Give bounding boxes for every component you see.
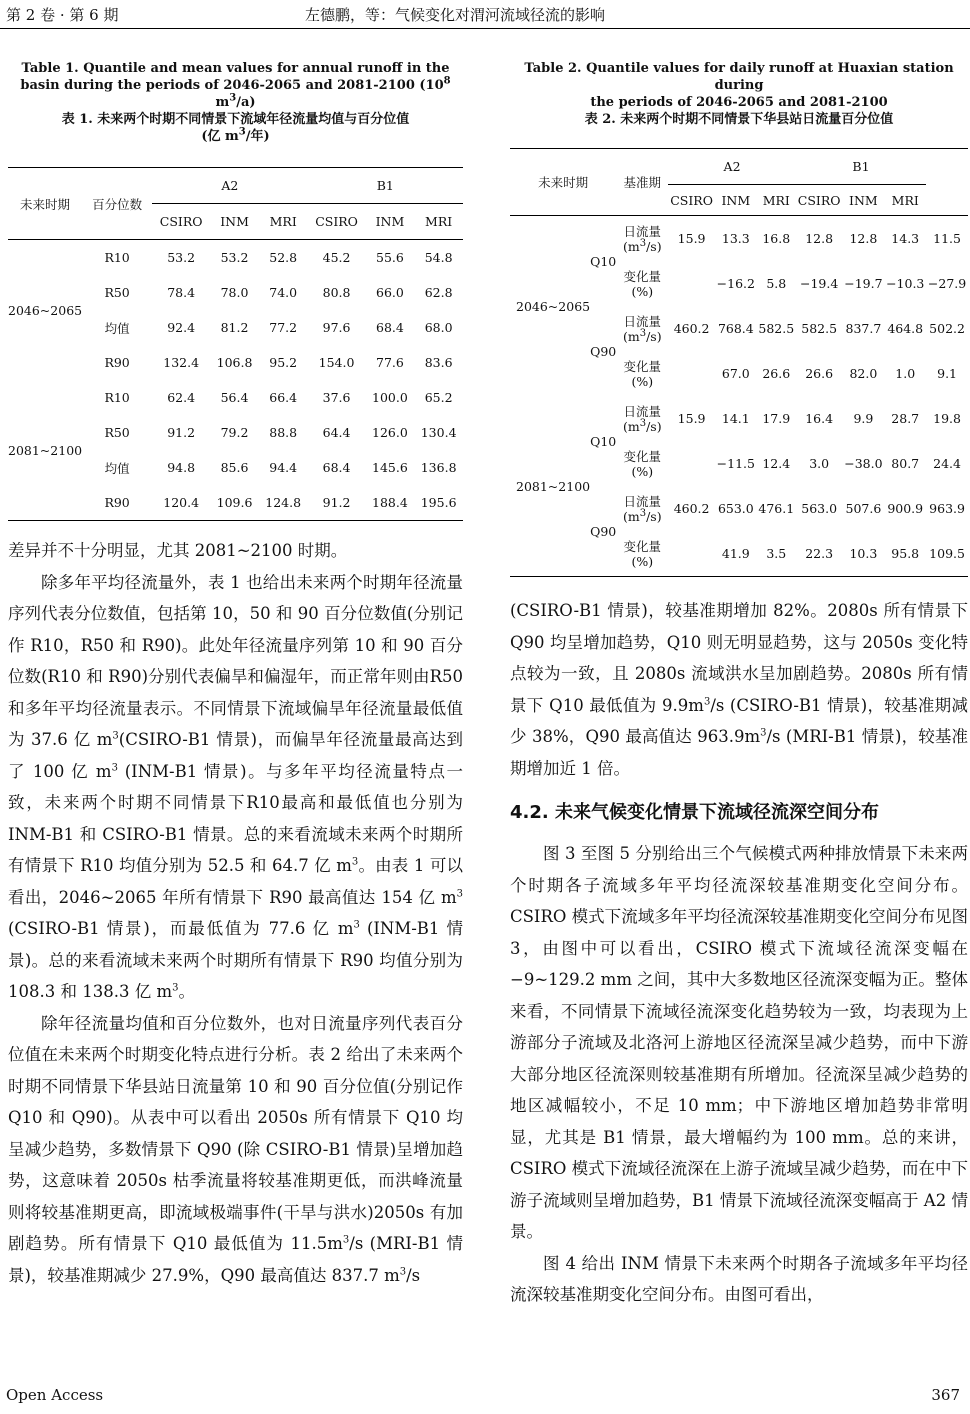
- table2-base-empty: [668, 261, 715, 306]
- table1-cell: 85.6: [220, 460, 249, 475]
- text-run: (CSIRO-B1 情景)，而偏旱年径流量最高达到了 100 亿 m: [8, 730, 463, 781]
- table2-base-cell: 460.2: [673, 501, 710, 516]
- table-row: [8, 240, 463, 276]
- left-body-text: [8, 535, 463, 1291]
- table1-cell: 132.4: [163, 355, 200, 370]
- right-column: [510, 60, 968, 1311]
- table1-body: [8, 240, 463, 521]
- caption-sup: 8: [443, 75, 451, 87]
- table1-row-label: R10: [104, 390, 130, 405]
- table1-cell: 136.8: [420, 460, 457, 475]
- table2-base-cell: 15.9: [677, 231, 706, 246]
- text-run: (INM-B1 情景)。总的来看流域未来两个时期所有情景下 R90 均值分别为 108.3 和 138.3 亿 m: [8, 919, 464, 1001]
- table2: [510, 148, 968, 577]
- table2-cell: 12.4: [762, 456, 791, 471]
- table2-cell: 768.4: [717, 321, 754, 336]
- table2-cell: 582.5: [758, 321, 795, 336]
- caption-unit-end: /年): [245, 129, 270, 144]
- table1-cell: 77.6: [376, 355, 404, 370]
- table1-cell: 124.8: [265, 495, 302, 510]
- flow-label-unit: (m: [622, 238, 640, 254]
- table2-model-header: INM: [849, 192, 878, 208]
- table2-cell: 582.5: [801, 321, 838, 336]
- caption-unit-end: /a): [236, 95, 256, 110]
- table2-flow-label: [616, 306, 668, 351]
- table2-cell: 67.0: [721, 366, 750, 381]
- change-label-unit: (%): [631, 373, 654, 389]
- flow-label-unit: (m: [622, 328, 640, 344]
- table1-head-b1: B1: [308, 168, 463, 204]
- table1-cell: 94.8: [167, 460, 196, 475]
- table-row: [510, 396, 968, 441]
- table2-cell: 82.0: [849, 366, 878, 381]
- table2-model-header: CSIRO: [797, 192, 841, 208]
- table2-cell: 26.6: [805, 366, 834, 381]
- table2-cell: −11.5: [716, 456, 755, 471]
- table2-cell: 12.8: [849, 231, 878, 246]
- table2-model-header: MRI: [891, 192, 919, 208]
- table2-cell: 95.8: [891, 546, 920, 561]
- table2-cell: −16.2: [716, 276, 755, 291]
- flow-label-text: 日流量: [623, 493, 662, 509]
- table2-model-header: MRI: [762, 192, 790, 208]
- table1-cell: 78.0: [220, 285, 249, 300]
- paragraph: 图 4 给出 INM 情景下未来两个时期各子流域多年平均径流深较基准期变化空间分布。由图可看出，: [510, 1253, 968, 1304]
- text-run: 除多年平均径流量外，表 1 也给出未来两个时期年径流量序列代表分位数值，包括第 10，50 和 90 百分位数值(分别记作 R10，R50 和 R90)。此处年径流量序列第 10 和 90 百分位数(R10 和 R90)分别代表偏旱和偏湿年，而正常年则由R50和多年平均径流量表示。不同情景下流域偏旱年径流量最低值为 37.6 亿 m: [8, 572, 463, 749]
- table2-cell: 22.3: [805, 546, 834, 561]
- table1-model-header: MRI: [269, 214, 297, 229]
- table2-cell: −27.9: [927, 276, 967, 291]
- flow-label-end: /s): [646, 238, 662, 254]
- superscript: 3: [351, 856, 359, 868]
- table1-cell: 79.2: [220, 425, 249, 440]
- table1-row-label: R90: [104, 495, 130, 510]
- table2-body: [510, 216, 968, 577]
- table2-cell: −19.4: [800, 276, 839, 291]
- superscript: 3: [111, 762, 118, 773]
- change-label-unit: (%): [631, 283, 654, 299]
- table1-cell: 52.8: [269, 250, 298, 265]
- table1-cell: 66.4: [269, 390, 298, 405]
- table1-cell: 64.4: [322, 425, 351, 440]
- table1-period-cell: 2046~2065: [8, 302, 83, 318]
- caption-sup: 3: [238, 126, 246, 138]
- table1-cell: 126.0: [372, 425, 408, 440]
- caption-unit: (亿 m: [201, 129, 239, 144]
- table1-cell: 92.4: [167, 320, 196, 335]
- flow-label-unit: (m: [622, 418, 640, 434]
- table1-cell: 74.0: [269, 285, 298, 300]
- table2-cell: 16.4: [805, 411, 834, 426]
- table1-cell: 195.6: [420, 495, 457, 510]
- page-number: 367: [931, 1386, 960, 1404]
- text-run: 。: [178, 982, 195, 1001]
- text-run: /s (MRI-B1 情景)，较基准期减少 27.9%，Q90 最高值达 837.7 m: [8, 1234, 463, 1285]
- table2-cell: 9.1: [937, 366, 958, 381]
- table2-base-cell: 460.2: [673, 321, 710, 336]
- table2-cell: 507.6: [845, 501, 882, 516]
- table2-period-cell: 2046~2065: [516, 298, 591, 314]
- text-run: (CSIRO-B1 情景)，而最低值为 77.6 亿 m: [8, 919, 354, 938]
- table2-change-label: [616, 531, 668, 577]
- table1-cell: 37.6: [322, 390, 351, 405]
- table1-cell: 77.2: [269, 320, 298, 335]
- flow-label-text: 日流量: [623, 223, 662, 239]
- change-label-unit: (%): [631, 463, 654, 479]
- table1-model-header: CSIRO: [159, 214, 203, 229]
- change-label-text: 变化量: [623, 538, 662, 554]
- paragraph: 图 3 至图 5 分别给出三个气候模式两种排放情景下未来两个时期各子流域多年平均径流深较基准期变化空间分布。CSIRO 模式下流域多年平均径流深较基准期变化空间分布见图 3，由图中可以看出，CSIRO 模式下流域径流深变幅在−9~129.2 mm 之间，其中大多数地区径流深变幅为正。整体来看，不同情景下流域径流深变化趋势较为一致，均表现为上游部分子流域及北洛河上游地区径流深呈减少趋势，而中下游大部分地区径流深则较基准期有所增加。径流深呈减少趋势的地区减幅较小，不足 10 mm；中下游地区增加趋势非常明显，尤其是 B1 情景，最大增幅约为 100 mm。总的来讲，CSIRO 模式下流域径流深在上游子流域呈减少趋势，而在中下游子流域则呈增加趋势，B1 情景下流域径流深变幅高于 A2 情景。: [510, 844, 968, 1241]
- table2-cell: 653.0: [717, 501, 754, 516]
- table1-cell: 106.8: [216, 355, 253, 370]
- flow-label-text: 日流量: [623, 313, 662, 329]
- table2-cell: 3.5: [766, 546, 787, 561]
- table1-cell: 62.8: [424, 285, 453, 300]
- paragraph: [8, 1008, 463, 1292]
- table2-model-header: CSIRO: [670, 192, 713, 208]
- table1-model-header: CSIRO: [315, 214, 358, 229]
- table1-cell: 68.4: [376, 320, 404, 335]
- table1-cell: 154.0: [318, 355, 355, 370]
- flow-label-end: /s): [646, 328, 662, 344]
- table2-caption-cn: 表 2. 未来两个时期不同情景下华县站日流量百分位值: [584, 112, 894, 127]
- table2-cell: 11.5: [933, 231, 961, 246]
- text-run: (INM-B1 情景)。与多年平均径流量特点一致，未来两个时期不同情景下R10最高和最低值也分别为 INM-B1 和 CSIRO-B1 情景。总的来看流域未来两个时期所有情景下 R10 均值分别为 52.5 和 64.7 亿 m: [8, 761, 463, 875]
- table1-cell: 109.6: [216, 495, 253, 510]
- table1-cell: 55.6: [376, 250, 404, 265]
- table2-cell: 12.8: [805, 231, 834, 246]
- table2-cell: 26.6: [762, 366, 791, 381]
- table2-cell: 24.4: [933, 456, 961, 471]
- table2-flow-label: [616, 396, 668, 441]
- table2-cell: 16.8: [762, 231, 791, 246]
- table1-cell: 56.4: [220, 390, 249, 405]
- change-label-text: 变化量: [623, 268, 662, 284]
- table2-head-base: 基准期: [623, 174, 662, 190]
- text-run: /s (MRI-B1 情景)，较基准期增加近 1 倍。: [510, 727, 968, 778]
- table-row: [8, 380, 463, 415]
- table2-cell: 41.9: [721, 546, 750, 561]
- change-label-unit: (%): [631, 553, 654, 569]
- table1-cell: 68.4: [322, 460, 351, 475]
- table2-model-header: INM: [721, 192, 751, 208]
- table2-cell: 13.3: [721, 231, 750, 246]
- text-run: 。由表 1 可以看出，2046~2065 年所有情景下 R90 最高值达 154 亿 m: [8, 856, 463, 907]
- text-run: (CSIRO-B1 情景)，较基准期增加 82%。2080s 所有情景下 Q90 均呈增加趋势，Q10 则无明显趋势，这与 2050s 变化特点较为一致，且 2080s 流域洪水呈加剧趋势。2080s 所有情景下 Q10 最低值为 9.9m: [510, 601, 968, 715]
- table2-base-empty: [668, 441, 715, 486]
- table1-cell: 66.0: [376, 285, 404, 300]
- superscript: 3: [703, 696, 711, 707]
- table2-caption-en: Table 2. Quantile values for daily runoff at Huaxian station during: [524, 61, 954, 93]
- table2-change-label: [616, 441, 668, 486]
- table2-period-cell: 2081~2100: [516, 478, 591, 494]
- table1-cell: 100.0: [372, 390, 408, 405]
- flow-label-end: /s): [646, 418, 662, 434]
- table1-cell: 91.2: [322, 495, 351, 510]
- superscript: 3: [342, 1234, 350, 1246]
- table1-cell: 81.2: [220, 320, 249, 335]
- table2-cell: 80.7: [891, 456, 920, 471]
- table1-cell: 53.2: [220, 250, 249, 265]
- table1-cell: 80.8: [322, 285, 351, 300]
- table2-base-empty: [668, 531, 715, 577]
- table1-period-cell: 2081~2100: [8, 442, 83, 458]
- table1-cell: 188.4: [372, 495, 408, 510]
- table2-cell: 17.9: [762, 411, 791, 426]
- flow-label-sup: 3: [639, 327, 647, 339]
- table2-cell: 900.9: [887, 501, 924, 516]
- table1-cell: 68.0: [424, 320, 453, 335]
- caption-sup: 3: [229, 92, 237, 104]
- right-body-text: [510, 595, 968, 1311]
- table-row: [510, 216, 968, 262]
- table1-row-label: R50: [104, 285, 130, 300]
- flow-label-sup: 3: [639, 417, 647, 429]
- table2-cell: 464.8: [887, 321, 924, 336]
- table1-head-period: 未来时期: [20, 196, 71, 212]
- table2-cell: 28.7: [891, 411, 920, 426]
- table1-caption: [8, 60, 463, 145]
- section-heading: 4.2. 未来气候变化情景下流域径流深空间分布: [510, 802, 879, 823]
- table1-model-header: INM: [220, 214, 249, 229]
- table2-cell: 19.8: [933, 411, 961, 426]
- table2-head-period: 未来时期: [538, 174, 589, 190]
- table1-cell: 120.4: [163, 495, 200, 510]
- table1-caption-cn: 表 1. 未来两个时期不同情景下流域年径流量均值与百分位值: [61, 112, 410, 127]
- table1-caption-en: Table 1. Quantile and mean values for annual runoff in the basin during the periods of 2046-2065 and 2081-2100 (10: [20, 61, 450, 93]
- flow-label-end: /s): [646, 508, 662, 524]
- left-column: [8, 60, 463, 1291]
- table2-cell: 963.9: [929, 501, 965, 516]
- table2-caption-en: the periods of 2046-2065 and 2081-2100: [590, 95, 888, 110]
- table2-cell: 476.1: [758, 501, 795, 516]
- table1-head-a2: A2: [152, 168, 307, 204]
- superscript: 3: [172, 982, 179, 994]
- table1: [8, 167, 463, 521]
- table1-cell: 53.2: [167, 250, 196, 265]
- table1-row-label: 均值: [104, 460, 130, 476]
- text-run: 除年径流量均值和百分位数外，也对日流量序列代表百分位值在未来两个时期变化特点进行分析。表 2 给出了未来两个时期不同情景下华县站日流量第 10 和 90 百分位值(分别记作 Q10 和 Q90)。从表中可以看出 2050s 所有情景下 Q10 均呈减少趋势，多数情景下 Q90 (除 CSIRO-B1 情景)呈增加趋势，这意味着 2050s 枯季流量将较基准期更低，而洪峰流量则将较基准期更高，即流域极端事件(干旱与洪水)2050s 有加剧趋势。所有情景下 Q10 最低值为 11.5m: [8, 1013, 463, 1253]
- table2-head-b1: B1: [796, 149, 926, 185]
- table2-quantile-cell: Q10: [590, 433, 617, 449]
- superscript: 3: [112, 730, 119, 742]
- table1-cell: 145.6: [372, 460, 408, 475]
- table1-cell: 54.8: [424, 250, 453, 265]
- table1-row-label: 均值: [104, 320, 130, 336]
- table1-row-label: R10: [104, 250, 130, 265]
- table1-cell: 78.4: [167, 285, 196, 300]
- table1-row-label: R50: [104, 425, 130, 440]
- table1-cell: 88.8: [269, 425, 298, 440]
- flow-label-unit: (m: [622, 508, 640, 524]
- table2-change-label: [616, 351, 668, 396]
- table1-cell: 83.6: [424, 355, 453, 370]
- text-run: /s (CSIRO-B1 情景)，较基准期减少 38%，Q90 最高值达 963.9m: [510, 695, 968, 746]
- table2-cell: 10.3: [849, 546, 878, 561]
- text-run: /s: [406, 1265, 421, 1285]
- journal-volume: 第 2 卷 · 第 6 期: [6, 6, 119, 24]
- table1-model-header: MRI: [425, 214, 453, 229]
- table2-cell: 502.2: [929, 321, 965, 336]
- paragraph: [8, 567, 463, 1008]
- table2-flow-label: [616, 216, 668, 262]
- table2-flow-label: [616, 486, 668, 531]
- superscript: 3: [353, 919, 360, 931]
- table2-cell: 9.9: [853, 411, 874, 426]
- table2-change-label: [616, 261, 668, 306]
- table1-model-header: INM: [375, 214, 405, 229]
- paragraph: [510, 595, 968, 784]
- superscript: 3: [760, 727, 767, 739]
- table2-cell: −38.0: [844, 456, 883, 471]
- page-header: [0, 0, 970, 29]
- table1-cell: 130.4: [420, 425, 457, 440]
- superscript: 3: [399, 1266, 407, 1277]
- table2-quantile-cell: Q90: [590, 523, 617, 539]
- change-label-text: 变化量: [623, 358, 662, 374]
- table1-cell: 95.2: [269, 355, 298, 370]
- change-label-text: 变化量: [623, 448, 662, 464]
- table2-cell: 109.5: [929, 546, 965, 561]
- paragraph: 差异并不十分明显，尤其 2081~2100 时期。: [8, 541, 348, 560]
- table1-cell: 91.2: [167, 425, 196, 440]
- table2-cell: 14.3: [891, 231, 920, 246]
- table2-quantile-cell: Q90: [590, 343, 617, 359]
- table2-cell: 3.0: [809, 456, 830, 471]
- table2-quantile-cell: Q10: [590, 253, 617, 269]
- table1-cell: 65.2: [424, 390, 453, 405]
- table2-caption: [510, 60, 968, 128]
- table1-cell: 94.4: [269, 460, 298, 475]
- table2-base-cell: 15.9: [677, 411, 706, 426]
- table2-head-a2: A2: [668, 149, 796, 185]
- table2-cell: 837.7: [845, 321, 882, 336]
- table2-cell: 1.0: [895, 366, 916, 381]
- table2-cell: −19.7: [844, 276, 883, 291]
- table2-cell: 563.0: [801, 501, 838, 516]
- table1-cell: 45.2: [322, 250, 351, 265]
- superscript: 3: [456, 888, 463, 899]
- table1-cell: 62.4: [167, 390, 196, 405]
- table2-cell: 14.1: [721, 411, 750, 426]
- flow-label-text: 日流量: [623, 403, 662, 419]
- running-title: 左德鹏，等：气候变化对渭河流域径流的影响: [305, 6, 606, 24]
- footer-open-access: Open Access: [6, 1386, 104, 1404]
- flow-label-sup: 3: [639, 237, 647, 249]
- table2-cell: 5.8: [766, 276, 787, 291]
- table2-cell: −10.3: [886, 276, 925, 291]
- table1-head-percentile: 百分位数: [92, 196, 143, 212]
- table1-row-label: R90: [104, 355, 130, 370]
- table2-base-empty: [668, 351, 715, 396]
- caption-unit: m: [215, 95, 230, 110]
- table1-cell: 97.6: [322, 320, 351, 335]
- flow-label-sup: 3: [639, 507, 647, 519]
